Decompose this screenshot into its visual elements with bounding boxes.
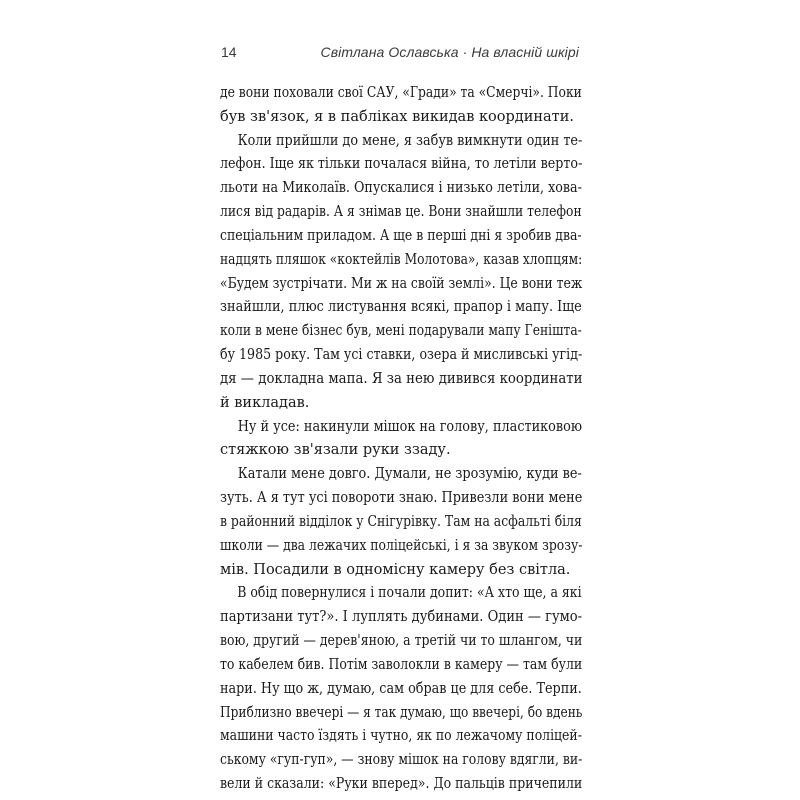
text-line: Коли прийшли до мене, я забув вимкнути один те- [237, 132, 583, 149]
text-line: нари. Ну що ж, думаю, сам обрав це для себе. Терпи. [220, 680, 582, 697]
text-line: Приблизно ввечері — я так думаю, що ввечері, бо вдень [220, 704, 583, 721]
text-line: надцять пляшок «коктейлів Молотова», казав хлопцям: [220, 251, 583, 268]
text-line: льоти на Миколаїв. Опускалися і низько летіли, хова- [220, 180, 582, 197]
text-line: партизани тут?». І луплять дубинами. Один — гумо- [220, 609, 583, 626]
text-line: стяжкою зв'язали руки ззаду. [220, 442, 451, 459]
text-line: в районний відділок у Снігурівку. Там на асфальті біля [220, 513, 582, 530]
text-line: «Будем зустрічати. Ми ж на своїй землі». Це вони теж [220, 275, 583, 292]
text-line: машини часто їздять і чутно, як по лежачому поліцей- [220, 728, 582, 745]
running-head [221, 42, 581, 62]
text-line: дя — докладна мапа. Я за нею дивився координати [220, 370, 583, 387]
text-line: лися від радарів. А я знімав це. Вони знайшли телефон [220, 204, 582, 221]
text-line: вою, другий — дерев'яною, а третій чи то шлангом, чи [220, 633, 583, 650]
text-line: Ну й усе: накинули мішок на голову, пластиковою [237, 418, 583, 435]
text-line: то кабелем бив. Потім заволокли в камеру — там були [220, 656, 583, 673]
text-line: де вони поховали свої САУ, «Гради» та «Смерчі». Поки [220, 85, 582, 101]
text-line: зуть. А я тут усі повороти знаю. Привезли вони мене [220, 490, 583, 507]
page-number: 14 [221, 44, 237, 60]
text-line: лефон. Іще як тільки почалася війна, то летіли верто- [220, 156, 583, 173]
text-line: бу 1985 року. Там усі ставки, озера й мисливські угід- [220, 347, 583, 364]
text-line: В обід повернулися і почали допит: «А хто ще, а які [237, 585, 582, 602]
text-line: мів. Посадили в одномісну камеру без світла. [220, 561, 571, 578]
running-title: Світлана Ославська · На власній шкірі [320, 44, 579, 60]
text-line: знайшли, плюс листування всякі, прапор і мапу. Іще [220, 299, 582, 316]
text-line: коли в мене бізнес був, мені подарували мапу Генішта- [220, 323, 582, 340]
text-line: школи — два лежачих поліцейські, і я за звуком зрозу- [220, 537, 583, 554]
text-line: вели й сказали: «Руки вперед». До пальців причепили [220, 776, 583, 792]
text-line: ському «гуп-гуп», — знову мішок на голову вдягли, ви- [220, 752, 583, 769]
text-line: спеціальним приладом. А ще в перші дні я зробив два- [220, 227, 582, 244]
text-line: й викладав. [220, 394, 310, 411]
text-line: Катали мене довго. Думали, не зрозумію, куди ве- [237, 466, 582, 483]
text-line: був зв'язок, я в пабліках викидав координати. [220, 108, 574, 125]
